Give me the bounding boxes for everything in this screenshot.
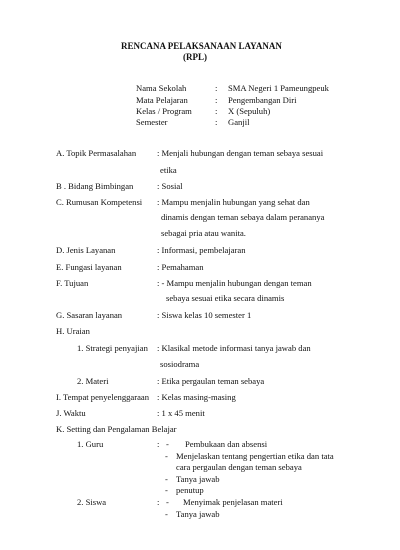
section-e-label: E. Fungasi layanan [56,262,122,272]
bullet-dash: - [165,451,168,461]
document-subtitle: (RPL) [183,52,207,62]
bullet-dash: - [166,439,169,449]
section-k2-item1: Menyimak penjelasan materi [183,497,283,507]
school-label: Nama Sekolah [136,83,187,93]
section-k1-item4: penutup [176,485,204,495]
semester-colon: : [215,117,218,127]
section-e-value: : Pemahaman [157,262,204,272]
section-g-value: : Siswa kelas 10 semester 1 [157,310,252,320]
section-i-value: : Kelas masing-masing [157,392,236,402]
section-f-label: F. Tujuan [56,278,89,288]
section-c-value-cont2: sebagai pria atau wanita. [161,228,246,238]
document-title: RENCANA PELAKSANAAN LAYANAN [121,41,282,51]
subject-value: Pengembangan Diri [228,95,297,105]
section-j-label: J. Waktu [56,408,86,418]
section-c-value-cont1: dinamis dengan teman sebaya dalam perananya [161,212,325,222]
bullet-dash: - [165,509,168,519]
section-b-label: B . Bidang Bimbingan [56,181,134,191]
section-k-label: K. Setting dan Pengalaman Belajar [56,424,177,434]
bullet-dash: - [165,474,168,484]
subject-colon: : [215,95,218,105]
section-h-label: H. Uraian [56,326,90,336]
section-d-label: D. Jenis Layanan [56,245,116,255]
section-k1-item2: Menjelaskan tentang pengertian etika dan tata [176,451,334,461]
section-k1-item3: Tanya jawab [176,474,220,484]
section-h2-label: 2. Materi [77,376,109,386]
section-d-value: : Informasi, pembelajaran [157,245,246,255]
section-b-value: : Sosial [157,181,183,191]
section-a-label: A. Topik Permasalahan [56,148,137,158]
section-a-value-cont: etika [160,165,177,175]
section-k1-label: 1. Guru [77,439,104,449]
section-k1-item1: Pembukaan dan absensi [185,439,268,449]
section-h1-label: 1. Strategi penyajian [77,343,148,353]
semester-value: Ganjil [228,117,250,127]
school-colon: : [215,83,218,93]
school-value: SMA Negeri 1 Pameungpeuk [228,83,329,93]
semester-label: Semester [136,117,168,127]
section-k2-colon: : [157,497,160,507]
section-f-value: : - Mampu menjalin hubungan dengan teman [157,278,312,288]
section-h1-value: : Klasikal metode informasi tanya jawab dan [157,343,311,353]
bullet-dash: - [165,485,168,495]
class-label: Kelas / Program [136,106,192,116]
section-g-label: G. Sasaran layanan [56,310,123,320]
section-c-label: C. Rumusan Kompetensi [56,197,143,207]
section-k2-label: 2. Siswa [77,497,107,507]
section-j-value: : 1 x 45 menit [157,408,205,418]
section-c-value: : Mampu menjalin hubungan yang sehat dan [157,197,310,207]
section-k1-colon: : [157,439,160,449]
section-f-value-cont: sebaya sesuai etika secara dinamis [166,293,285,303]
section-h2-value: : Etika pergaulan teman sebaya [157,376,265,386]
section-a-value: : Menjali hubungan dengan teman sebaya sesuai [157,148,324,158]
subject-label: Mata Pelajaran [136,95,188,105]
section-k2-item2: Tanya jawab [176,509,220,519]
bullet-dash: - [166,497,169,507]
section-i-label: I. Tempat penyelenggaraan [56,392,150,402]
section-k1-item2-cont: cara pergaulan dengan teman sebaya [176,462,302,472]
class-value: X (Sepuluh) [228,106,271,116]
class-colon: : [215,106,218,116]
section-h1-value-cont: sosiodrama [160,359,200,369]
